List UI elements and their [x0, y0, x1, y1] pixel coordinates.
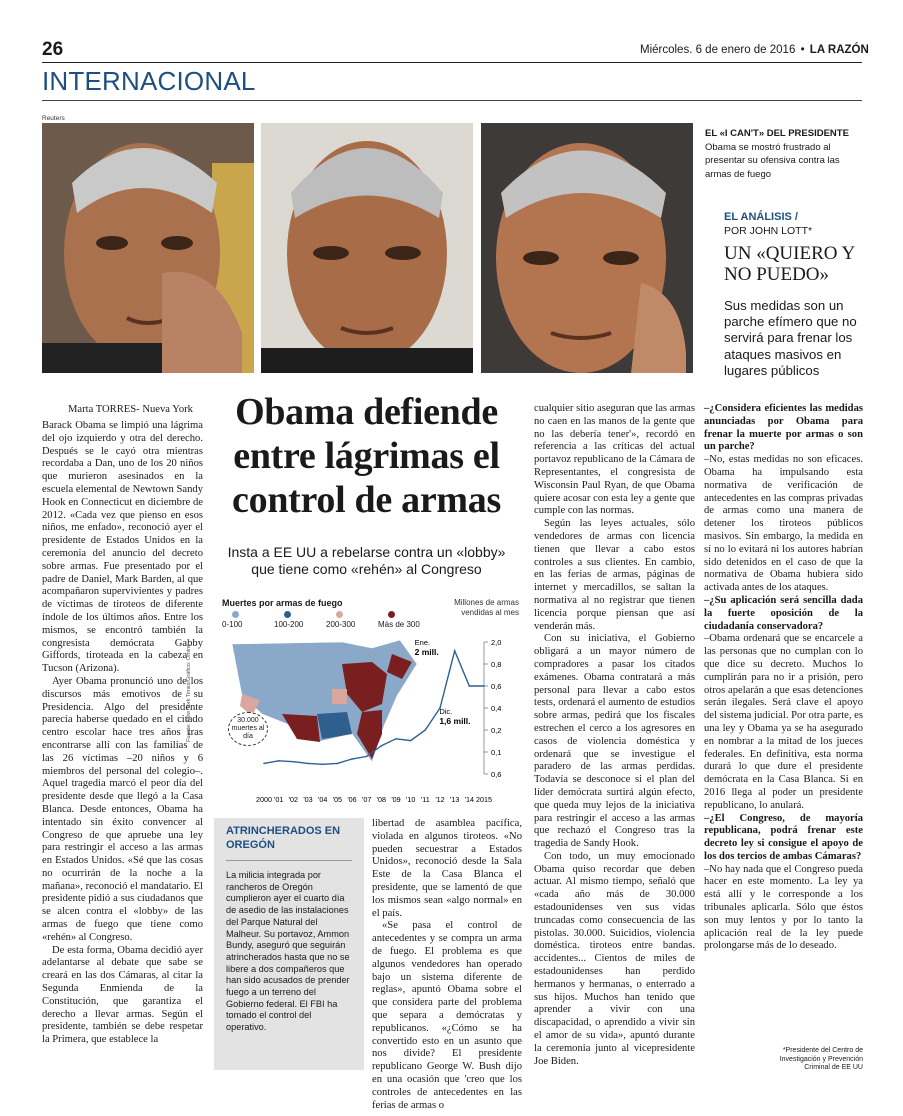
x-tick-label: '05 — [332, 795, 343, 804]
chart-legend — [222, 610, 442, 630]
gun-chart — [186, 592, 522, 812]
annotation-value: 1,6 mill. — [439, 716, 471, 726]
map-annotation: 30.000 muertes al día — [228, 712, 268, 746]
legend-swatch — [284, 611, 291, 618]
sales-line-chart — [256, 634, 522, 812]
article-column-2 — [372, 818, 522, 1111]
y-tick-label: 0,1 — [491, 748, 502, 757]
interview-question: –¿Considera eficientes las medidas anunciadas por Obama para frenar la muerte por armas o son un parche? — [704, 403, 863, 453]
y-tick-label: 0,6 — [491, 682, 502, 691]
x-tick-label: '10 — [405, 795, 416, 804]
article-headline: Obama defiende entre lágrimas el control de armas — [232, 391, 501, 521]
data-point — [483, 685, 485, 687]
col3-paragraph: Con su iniciativa, el Gobierno obligará a un mayor número de compradores a pasar los citados exámenes. Obama contratará a más personal para llevar a cabo estos tests, ordenará el aumento de estudios sobre armas, pedirá que los fiscales estrechen el cerco a los agresores en casos de violencia doméstica y ordenará que se investigue el paradero de las armas perdidas. Todavía se desconoce si el plan del líder demócrata surtirá algún efecto, que queda muy lejos de la iniciativa para restringir el acceso a las armas que rechazó el Congreso tras la tragedia de Sandy Hook. — [534, 633, 695, 850]
article-column-1 — [42, 420, 203, 1082]
col1-paragraph: De esta forma, Obama decidió ayer adelantarse al debate que sabe se creará en las dos Cámaras, al citar la Segunda Enmienda de la Constitución, que garantiza el derecho a llevar armas. Según el presidente, también se debe respetar la Primera, que establece la — [42, 944, 203, 1046]
legend-label: Más de 300 — [378, 620, 420, 629]
data-point — [293, 761, 295, 763]
x-tick-label: 2015 — [476, 795, 492, 804]
data-point — [278, 760, 280, 762]
legend-label: 200-300 — [326, 620, 356, 629]
article-column-3 — [534, 403, 695, 1082]
interview-answer: –Obama ordenará que se encarcele a las personas que no cumplan con lo que dice su decreto. Muchos lo cumplirán para no ir a prisión, pero otros apelarán a que esas detenciones serán ilegales. Será clave el apoyo del sistema judicial. Por otra parte, es una ley y Obama ya se ha asegurado en nombrar a la mitad de los jueces federales. En definitiva, esta norma durará lo que dure el presidente demócrata en la Casa Blanca. Si en 2016 llega al poder un presidente republicano, lo anulará. — [704, 633, 863, 811]
data-point — [307, 763, 309, 765]
sidebar-divider — [226, 860, 352, 861]
header-rule — [42, 62, 862, 63]
legend-label: 0-100 — [222, 620, 243, 629]
legend-swatch — [388, 611, 395, 618]
x-tick-label: '04 — [317, 795, 328, 804]
y-tick-label: 0,2 — [491, 726, 502, 735]
col3-paragraph: Según las leyes actuales, sólo vendedores de armas con licencia tienen que llevar a cabo estos controles a sus clientes. En cambio, en las ferias de armas, páginas de internet y mercadillos, se saltan la normativa al no registrar que tienen licencia porque piensan que así venderán más. — [534, 518, 695, 632]
y-tick-label: 0,8 — [491, 660, 502, 669]
obama-photo-1 — [42, 123, 254, 373]
analysis-subtitle: Sus medidas son un parche efímero que no servirá para frenar los ataques masivos en lugares públicos — [724, 298, 857, 378]
chart-source: Fuente: New York Times/Gráfico: Omine — [186, 643, 192, 742]
y-tick-label: 2,0 — [491, 638, 502, 647]
chart-title: Muertes por armas de fuego — [222, 598, 343, 608]
data-point — [395, 738, 397, 740]
photo-caption-title: EL «I CAN'T» DEL PRESIDENTE — [705, 128, 849, 139]
data-point — [410, 740, 412, 742]
x-tick-label: '12 — [435, 795, 445, 804]
col3-paragraph: Con todo, un muy emocionado Obama quiso recordar que deben actuar. Al mismo tiempo, señaló que «cada año más de 30.000 estadounidenses ven sus vidas truncadas como consecuencia de las pistolas. 30.000. Suicidios, violencia doméstica. tiroteos entre bandas. accidentes... Cientos de miles de estadounidenses han perdido hermanos y hermanas, o enterrado a sus hijos. Muchos han tenido que aprender a vivir con una discapacidad, o aprendido a vivir sin el amor de su vida», apuntó durante la ceremonia junto al vicepresidente Joe Biden. — [534, 850, 695, 1067]
issue-date: Miércoles. 6 de enero de 2016 — [640, 44, 796, 56]
data-point — [425, 729, 427, 731]
interview-answer: –No hay nada que el Congreso pueda hacer en este momento. La ley ya está allí y le corresponde a los tribunales aplicarla. Sólo que éstos son muy lentos y por lo tanto la aplicación real de la ley puede prolongarse más de lo deseado. — [704, 863, 863, 952]
photo-caption — [705, 127, 865, 181]
x-tick-label: '02 — [288, 795, 299, 804]
data-point — [263, 763, 265, 765]
col1-paragraph: Ayer Obama pronunció uno de los discursos más emotivos de su Presidencia. Algo del presidente parecía haberse quedado en el citado centro escolar hace tres años tras encontrarse allí con las familias de las 26 víctimas –20 niños y 6 miembros del personal del colegio–. Aquel tragedia marcó el peor día del presidente desde que llegó a la Casa Blanca. Desde entonces, Obama ha intentado sin éxito convencer al Congreso de que apruebe una ley para restringir el acceso a las armas en Estados Unidos. «Sé que las cosas no ocurrirán de la noche a la mañana», reconoció el mandatario. El presidente pidió a sus ciudadanos que se alcen contra el «lobby» de las armas de fuego que tiene como «rehén» al Congreso. — [42, 675, 203, 943]
x-tick-label: 2000 — [256, 795, 272, 804]
interview-answer: –No, estas medidas no son eficaces. Obama ha impulsando esta normativa de verificación de antecedentes en las compras privadas de armas como una manera de detener los tiroteos públicos masivos. Sin embargo, la medida en sí no lo evitará ni los autores habrían sido detenidos en el caso de que la normativa de Obama hubiera sido activada antes de los ataques. — [704, 454, 863, 594]
header-separator: • — [800, 44, 805, 56]
x-tick-label: '01 — [273, 795, 284, 804]
x-tick-label: '11 — [420, 795, 430, 804]
obama-photo-3 — [481, 123, 693, 373]
annotation-label: Ene. — [414, 637, 431, 647]
sidebar-box — [214, 818, 364, 1070]
col3-paragraph: cualquier sitio aseguran que las armas no caen en las manos de la gente que no las debería tener'», recordó en referencia a las críticas del actual portavoz republicano de la Cámara de Representantes, el congresista de Wisconsin Paul Ryan, de que Obama quiere acosar con esta ley a gente que cumple con las normas. — [534, 403, 695, 517]
article-subheadline: Insta a EE UU a rebelarse contra un «lobby» que tiene como «rehén» al Congreso — [227, 544, 506, 577]
x-tick-label: '14 — [464, 795, 475, 804]
section-rule — [42, 100, 862, 101]
data-point — [469, 685, 471, 687]
author-footnote: *Presidente del Centro de Investigación y Prevención Criminal de EE UU — [779, 1047, 863, 1071]
data-point — [351, 758, 353, 760]
legend-swatch — [232, 611, 239, 618]
sidebar-text: La milicia integrada por rancheros de Oregón cumplieron ayer el cuarto día de asedio de las instalaciones del Parque Natural del Malheur. Su portavoz, Ammon Bundy, aseguró que seguirán atrincherados hasta que no se libere a dos compañeros que han sido acusados de prender fuego a un terreno del Gobierno federal. El FBI ha tomado el control del operativo. — [226, 870, 350, 1033]
interview-question: –¿El Congreso, de mayoría republicana, podrá frenar este decreto ley si consigue el apoyo de los dos tercios de ambas Cámaras? — [704, 812, 863, 862]
data-point — [337, 763, 339, 765]
col2-paragraph: «Se pasa el control de antecedentes y se compra un arma de fuego. El problema es que algunos vendedores han operado bajo un sistema diferente de reglas», apuntó Obama sobre el que considera parte del problema que separa a demócratas y republicanos. «¿Cómo se ha convertido esto en un asunto que nos divide? El presidente republicano George W. Bush dijo en una ocasión que 'creo que los controles de antecedentes en las ferias de armas o — [372, 920, 522, 1111]
annotation-label: Dic. — [439, 707, 453, 716]
page-number: 26 — [42, 39, 64, 60]
x-tick-label: '08 — [376, 795, 387, 804]
x-tick-label: '09 — [391, 795, 401, 804]
x-tick-label: '06 — [347, 795, 357, 804]
photo-credit: Reuters — [42, 115, 65, 122]
header-date-line — [640, 44, 869, 56]
data-point — [381, 745, 383, 747]
newspaper-name: LA RAZÓN — [809, 44, 869, 56]
chart-ylabel: Millones de armas vendidas al mes — [454, 598, 519, 617]
legend-label: 100-200 — [274, 620, 304, 629]
analysis-author: POR JOHN LOTT* — [724, 225, 813, 237]
sidebar-title: ATRINCHERADOS EN OREGÓN — [226, 825, 341, 851]
y-tick-label: 0,4 — [491, 704, 502, 713]
analysis-title: UN «QUIERO Y NO PUEDO» — [724, 243, 855, 285]
analysis-label: EL ANÁLISIS / — [724, 211, 798, 223]
annotation-value: 2 mill. — [414, 646, 439, 657]
interview-column — [704, 403, 863, 1043]
data-point — [454, 650, 456, 652]
y-tick-label: 0,6 — [491, 770, 502, 779]
interview-question: –¿Su aplicación será sencilla dada la fuerte oposición de la ciudadanía conservadora? — [704, 594, 863, 632]
photo-caption-text: Obama se mostró frustrado al presentar su ofensiva contra las armas de fuego — [705, 141, 840, 180]
legend-swatch — [336, 611, 343, 618]
x-tick-label: '07 — [361, 795, 372, 804]
section-title: INTERNACIONAL — [42, 66, 256, 96]
data-point — [366, 756, 368, 758]
col1-paragraph: Barack Obama se limpió una lágrima del ojo izquierdo y otra del derecho. Después se le cayó otra mientras recordaba a Dan, uno de los 20 niños que murieron asesinados en la escuela elemental de Newtown Sandy Hook en Connecticut en diciembre de 2012. «Cada vez que pienso en esos niños, me enfado», reconoció ayer el presidente de Estados Unidos en la ceremonia del anuncio del decreto sobre armas. Fue presentado por el padre de Daniel, Mark Barden, al que acompañaron supervivientes y padres de víctimas de tiroteos de diferente índole de los últimos años. Entre los mismos, se encontró también la congresista demócrata Gabby Giffords, tiroteada en la cabeza en Tucson (Arizona). — [42, 420, 203, 675]
article-byline: Marta TORRES- Nueva York — [68, 404, 193, 415]
obama-photo-2 — [261, 123, 473, 373]
x-tick-label: '03 — [303, 795, 313, 804]
x-tick-label: '13 — [449, 795, 460, 804]
data-point — [322, 764, 324, 766]
col2-paragraph: libertad de asamblea pacífica, violada en algunos tiroteos. «No pueden secuestrar a Estados Unidos», reconoció desde la Sala Este de la Casa Blanca el presidente, que se lamentó de que los mismos sean «algo normal» en el país. — [372, 818, 522, 919]
